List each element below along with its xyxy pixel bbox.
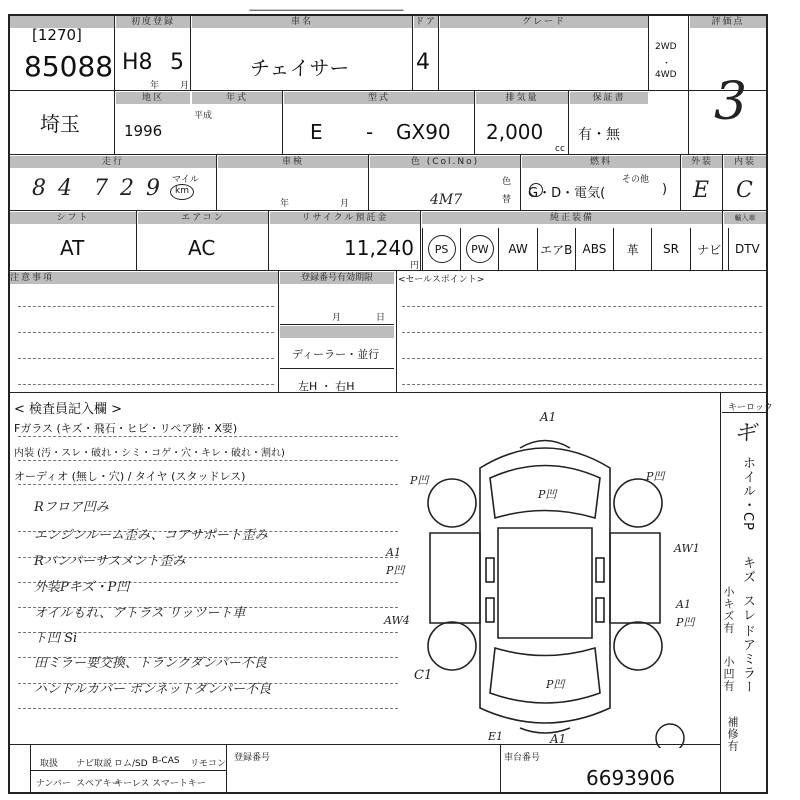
side-small-dent: 小凹有: [722, 656, 735, 692]
rule-keylock: [722, 412, 766, 413]
bottom-chassis-label: 車台番号: [504, 753, 541, 763]
col-4: [438, 16, 439, 90]
diag-e-rear: E1: [488, 730, 504, 743]
header-model-code: 型式: [284, 92, 474, 104]
door-count: 4: [416, 50, 430, 75]
header-aircon: エアコン: [138, 212, 268, 224]
inspector-note-8: ハンドルカバー ボンネットダンパー不良: [34, 682, 271, 697]
drive-dot: ・: [662, 59, 672, 69]
header-notes: 注意事項: [10, 272, 278, 284]
inspector-line-11: [18, 708, 398, 709]
col-17: [268, 210, 269, 270]
header-shift: シフト: [10, 212, 136, 224]
aircon-value: AC: [188, 236, 216, 260]
exterior-grade: E: [693, 178, 710, 203]
lot-bracket: [1270]: [32, 26, 82, 44]
col-20: [396, 270, 397, 392]
diag-aw4-left: AW4: [384, 614, 410, 627]
side-door-mirror: ドアミラー: [740, 624, 755, 694]
header-recycle: リサイクル預託金: [270, 212, 420, 224]
sales-line-3: [402, 358, 762, 359]
equipment-item: ナビ: [690, 228, 728, 270]
equipment-circle: PW: [466, 235, 494, 263]
col-16: [136, 210, 137, 270]
rule-5: [10, 392, 766, 393]
sales-line-1: [402, 306, 762, 307]
header-model-name: 車名: [192, 16, 412, 28]
mileage-digit-1: 8: [32, 176, 46, 201]
diag-a1-top: A1: [540, 410, 557, 424]
col-11: [216, 154, 217, 210]
rule-6: [10, 744, 720, 745]
equipment-circle: PS: [428, 235, 456, 263]
recycle-yen: 円: [410, 261, 420, 271]
equipment-item: AW: [498, 228, 536, 270]
bottom-smart: スマートキー: [152, 779, 206, 789]
displacement-unit: cc: [555, 144, 565, 154]
header-warranty: 保証書: [570, 92, 648, 104]
col-22: [30, 744, 31, 794]
col-2: [190, 16, 191, 90]
sales-line-4: [402, 384, 762, 385]
header-fuel: 燃料: [522, 156, 680, 168]
col-24: [500, 744, 501, 794]
rule-3: [10, 210, 766, 211]
header-grade: グレード: [440, 16, 648, 28]
prefecture: 埼玉: [40, 112, 80, 136]
mileage-unit-km: km: [170, 184, 194, 200]
side-repair: 補修有: [726, 716, 739, 752]
equipment-row: [422, 228, 766, 270]
diag-p-left: P凹: [386, 564, 405, 577]
rule-4: [10, 270, 766, 271]
notes-line-3: [18, 358, 274, 359]
bottom-keyless: キーレス: [114, 779, 150, 789]
equipment-item: 革: [613, 228, 651, 270]
drive-2wd: 2WD: [655, 42, 677, 52]
chassis-number: 6693906: [586, 766, 676, 790]
rule-trade-top: [280, 324, 394, 325]
rule-2: [10, 154, 766, 155]
interior-grade: C: [736, 178, 753, 203]
header-first-reg: 初度登録: [116, 16, 190, 28]
diag-a1-left: A1: [386, 546, 401, 559]
equipment-item: [422, 228, 460, 270]
handle-side: 左H ・ 右H: [298, 380, 355, 393]
diag-p-fl: P凹: [410, 474, 429, 487]
fuel-close: ): [662, 182, 668, 197]
equipment-item: [460, 228, 498, 270]
col-6: [688, 16, 689, 154]
inspection-month-unit: 月: [340, 199, 350, 209]
diag-p-right: P凹: [676, 616, 695, 629]
bottom-reg-label: 登録番号: [234, 753, 271, 763]
col-1: [114, 16, 115, 90]
bottom-remote: リモコン: [190, 759, 227, 769]
model-prefix: E: [310, 120, 323, 144]
col-12: [368, 154, 369, 210]
equipment-item: DTV: [728, 228, 766, 270]
col-5: [648, 16, 649, 90]
col-9: [474, 90, 475, 154]
diag-p-fr: P凹: [646, 470, 665, 483]
header-trade: [280, 326, 394, 338]
reg-month-unit: 月: [180, 81, 190, 91]
bottom-navi: ナビ取説: [76, 759, 113, 769]
diag-aw1-right: AW1: [674, 542, 700, 555]
warranty-value: 有・無: [578, 127, 620, 143]
header-year: 年式: [192, 92, 282, 104]
shift-value: AT: [60, 236, 85, 260]
model-year: 1996: [124, 122, 163, 140]
col-13: [520, 154, 521, 210]
col-15: [722, 154, 723, 270]
diag-p-top: P凹: [538, 488, 557, 501]
sales-line-2: [402, 332, 762, 333]
mileage-digit-3: 7: [94, 176, 108, 201]
header-prefecture: 地区: [116, 92, 190, 104]
side-small-scratch: 小キズ有: [722, 586, 735, 634]
header-interior: 内装: [724, 156, 766, 168]
header-rating: 評価点: [690, 16, 766, 28]
fuel-selected-mark: [529, 183, 543, 197]
bottom-plate: ナンバー: [36, 779, 71, 789]
rule-trade-mid: [280, 368, 394, 369]
rating-value: 3: [714, 72, 748, 132]
mileage-unit-mile: マイル: [172, 175, 199, 185]
diag-a1-bottom: A1: [550, 732, 567, 746]
side-scratch: キズ: [740, 556, 755, 584]
inspector-line-3: [18, 484, 398, 485]
col-14: [680, 154, 681, 210]
bottom-rom: ロム/SD: [114, 759, 148, 769]
header-mileage: 走行: [10, 156, 216, 168]
inspector-line-1: [18, 436, 398, 437]
mileage-digit-5: 9: [146, 176, 160, 201]
mileage-digit-2: 4: [58, 176, 72, 201]
mileage-digit-4: 2: [120, 176, 134, 201]
color-label-2: 替: [502, 195, 512, 205]
inspector-note-5: オイルもれ、アトラス リッツート車: [34, 606, 246, 621]
inspector-note-6: ト凹 Si: [34, 631, 78, 646]
notes-line-4: [18, 384, 274, 385]
reg-valid-day: 日: [376, 313, 386, 323]
inspector-glass: Fガラス (キズ・飛石・ヒビ・リペア跡・X要): [14, 422, 238, 435]
reg-era: H8: [122, 50, 153, 75]
header-doors: ドア: [415, 17, 437, 27]
bottom-spare: スペアキー: [76, 779, 121, 789]
col-21: [720, 392, 721, 794]
reg-year-unit: 年: [150, 81, 160, 91]
col-3: [412, 16, 413, 90]
model-dash: -: [366, 120, 374, 144]
trade-type: ディーラー・並行: [292, 348, 380, 361]
equipment-item: SR: [651, 228, 689, 270]
header-reg-valid: 登録番号有効期限: [280, 272, 394, 284]
col-19: [278, 270, 279, 392]
header-displacement: 排気量: [476, 92, 568, 104]
header-exterior: 外装: [682, 156, 722, 168]
notes-line-2: [18, 332, 274, 333]
color-code: 4M7: [430, 192, 463, 208]
displacement: 2,000: [486, 120, 544, 144]
side-wear: スレ: [740, 594, 755, 622]
side-wheel: ホイル・CP: [740, 456, 755, 531]
document-title-fragment: ＿＿＿＿＿＿＿: [250, 0, 405, 14]
inspector-audio: オーディオ (無し・穴) / タイヤ (スタッドレス): [14, 470, 246, 483]
model-code: GX90: [396, 120, 451, 144]
diag-c1-left: C1: [414, 668, 433, 683]
inspector-note-2: エンジンルーム歪み、コアサポート歪み: [34, 528, 268, 543]
reg-month: 5: [170, 50, 184, 75]
col-10: [568, 90, 569, 154]
inspector-note-1: Rフロア凹み: [34, 500, 109, 515]
model-name: チェイサー: [250, 56, 350, 80]
rule-bottom-mid: [30, 770, 226, 771]
equipment-item: エアB: [537, 228, 575, 270]
inspector-note-7: 田ミラー要交換、トランクダンパー不良: [34, 656, 267, 671]
diag-a1-right: A1: [676, 598, 691, 611]
header-keylock: キーロック: [728, 403, 773, 413]
auction-sheet: [8, 14, 773, 794]
col-18: [420, 210, 421, 270]
inspector-note-4: 外装Pキズ・P凹: [34, 580, 130, 595]
col-8: [282, 90, 283, 154]
equipment-item: ABS: [575, 228, 613, 270]
fuel-options: G・D・電気(: [528, 186, 606, 201]
bottom-bcas: B-CAS: [152, 756, 180, 766]
inspector-note-3: Rバンパーサスメント歪み: [34, 554, 186, 569]
drive-4wd: 4WD: [655, 70, 677, 80]
diag-p-rear: P凹: [546, 678, 565, 691]
inspector-interior: 内装 (汚・スレ・破れ・シミ・コゲ・穴・キレ・破れ・割れ): [14, 448, 285, 459]
recycle-fee: 11,240: [344, 236, 414, 260]
col-7: [114, 90, 115, 154]
notes-line-1: [18, 306, 274, 307]
col-23: [226, 744, 227, 794]
inspection-note: 平成: [194, 111, 213, 121]
header-equipment: 純正装備: [422, 212, 722, 224]
header-import: 輸入車: [724, 212, 766, 224]
key-symbol: ギ: [734, 421, 757, 446]
fuel-other-label: その他: [622, 175, 650, 185]
rule-1: [10, 90, 766, 91]
inspector-line-2: [18, 460, 398, 461]
bottom-recycle: 取扱: [40, 759, 59, 769]
header-inspection: 車検: [218, 156, 368, 168]
header-sales-point: <セールスポイント>: [398, 275, 485, 285]
header-color: 色 (Col.No): [370, 156, 520, 168]
inspection-year-unit: 年: [280, 199, 290, 209]
reg-valid-month: 月: [332, 313, 342, 323]
car-damage-diagram: [370, 408, 720, 748]
color-label: 色: [502, 177, 512, 187]
lot-number: 85088: [24, 50, 114, 83]
inspector-title: < 検査員記入欄 >: [14, 402, 123, 417]
